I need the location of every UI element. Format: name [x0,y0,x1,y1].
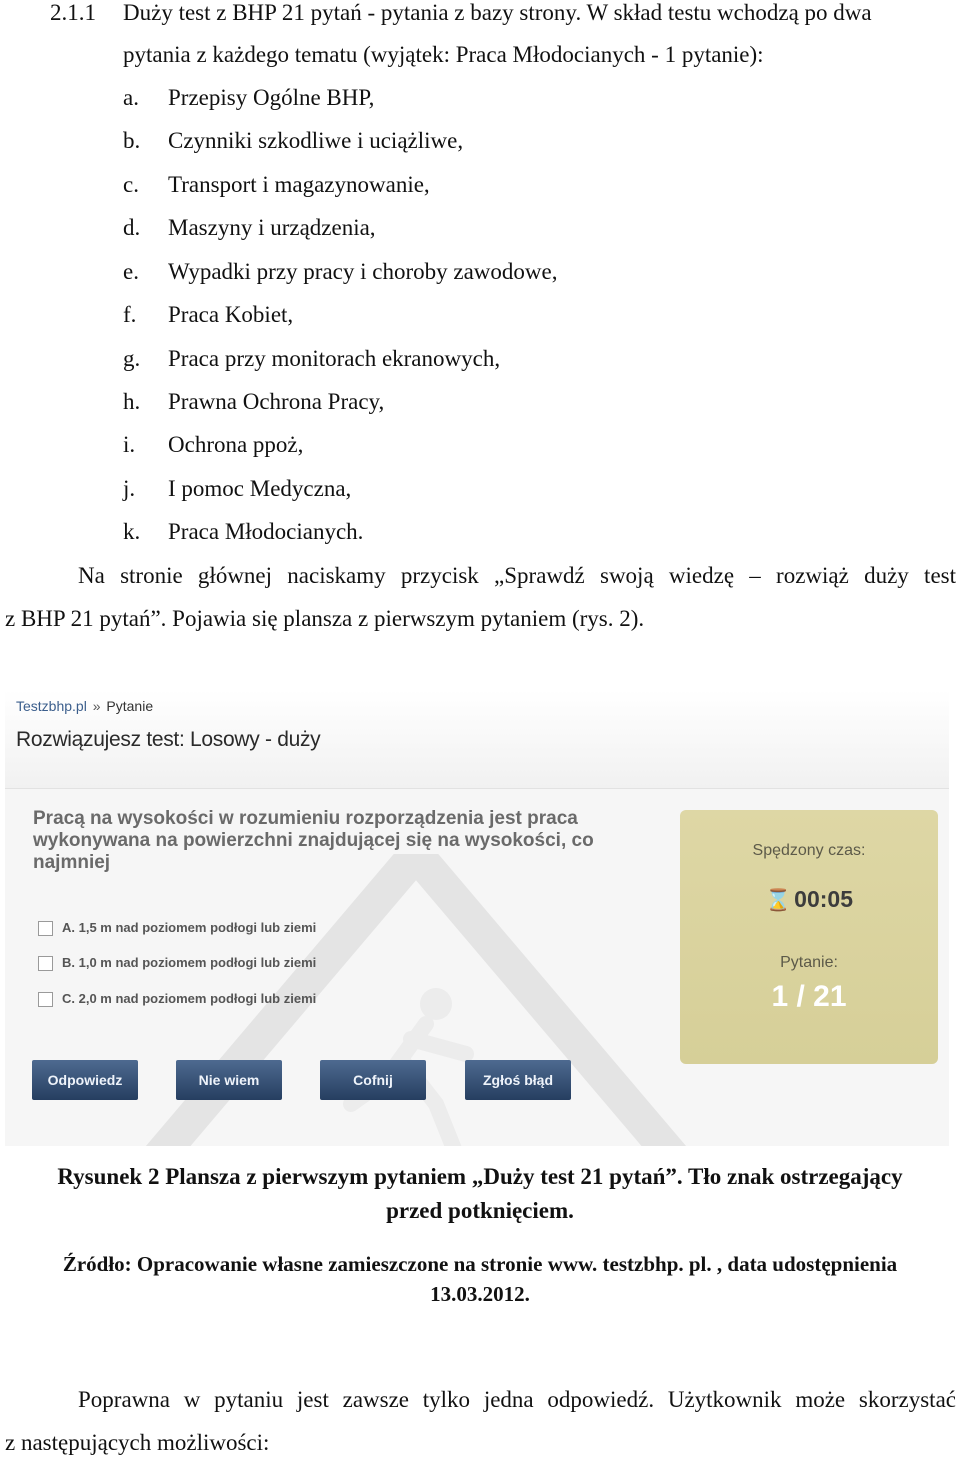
list-text: Czynniki szkodliwe i uciążliwe, [168,128,464,153]
paragraph-line: Na stronie głównej naciskamy przycisk „Sprawdź swoją wiedzę – rozwiąż duży test [78,563,956,588]
dont-know-button[interactable]: Nie wiem [176,1060,282,1100]
list-text: Praca Młodocianych. [168,519,364,544]
list-text: Przepisy Ogólne BHP, [168,85,375,110]
list-marker: a. [123,85,139,110]
list-marker: d. [123,215,141,240]
list-marker: k. [123,519,141,544]
question-area [16,794,946,1146]
list-marker: f. [123,302,137,327]
list-text: Transport i magazynowanie, [168,172,430,197]
back-button[interactable]: Cofnij [320,1060,426,1100]
list-text: Maszyny i urządzenia, [168,215,376,240]
answer-label: A. 1,5 m nad poziomem podłogi lub ziemi [62,920,317,935]
answer-option-b[interactable] [38,955,316,975]
breadcrumb-link-home[interactable]: Testzbhp.pl [16,698,87,714]
report-error-button[interactable]: Zgłoś błąd [465,1060,571,1100]
figure-screenshot [5,690,949,1146]
breadcrumb-current: Pytanie [106,698,154,714]
status-panel [680,810,938,1064]
section-title-line1: Duży test z BHP 21 pytań - pytania z bazy strony. W skład testu wchodzą po dwa [123,0,872,25]
list-text: I pomoc Medyczna, [168,476,352,501]
paragraph-line: z następujących możliwości: [5,1430,270,1455]
paragraph-line: Poprawna w pytaniu jest zawsze tylko jedna odpowiedź. Użytkownik może skorzystać [78,1387,956,1412]
list-text: Wypadki przy pracy i choroby zawodowe, [168,259,558,284]
list-text: Praca przy monitorach ekranowych, [168,346,501,371]
hourglass-icon: ⌛ [765,889,792,912]
figure-source-line1: Źródło: Opracowanie własne zamieszczone na stronie www. testzbhp. pl. , data udostępnienia [62,1252,898,1276]
answer-checkbox[interactable] [38,992,53,1007]
paragraph-line: z BHP 21 pytań”. Pojawia się plansza z pierwszym pytaniem (rys. 2). [5,606,645,631]
list-marker: i. [123,432,136,457]
list-marker: g. [123,346,141,371]
section-title-line2: pytania z każdego tematu (wyjątek: Praca Młodocianych - 1 pytanie): [123,42,764,67]
list-marker: j. [123,476,136,501]
figure-header [5,690,949,789]
page-title: Rozwiązujesz test: Losowy - duży [16,728,321,751]
breadcrumb [16,698,153,714]
answer-label: B. 1,0 m nad poziomem podłogi lub ziemi [62,955,317,970]
time-label: Spędzony czas: [752,842,866,859]
list-marker: b. [123,128,141,153]
timer [680,886,938,913]
list-marker: c. [123,172,139,197]
list-text: Ochrona ppoż, [168,432,304,457]
figure-caption-line1: Rysunek 2 Plansza z pierwszym pytaniem „Duży test 21 pytań”. Tło znak ostrzegający [57,1164,903,1189]
list-text: Prawna Ochrona Pracy, [168,389,385,414]
answer-button[interactable]: Odpowiedz [32,1060,138,1100]
answer-checkbox[interactable] [38,921,53,936]
figure-source-line2: 13.03.2012. [430,1282,530,1306]
question-text: Pracą na wysokości w rozumieniu rozporządzenia jest praca wykonywana na powierzchni znajdującej się na wysokości, co najmniej [33,808,594,873]
answer-checkbox[interactable] [38,956,53,971]
question-counter: 1 / 21 [771,980,847,1013]
list-marker: e. [123,259,139,284]
answer-label: C. 2,0 m nad poziomem podłogi lub ziemi [62,991,317,1006]
time-value: 00:05 [794,886,853,912]
section-number: 2.1.1 [50,0,96,25]
answer-option-a[interactable] [38,920,316,940]
figure-caption-line2: przed potknięciem. [386,1198,574,1223]
list-text: Praca Kobiet, [168,302,294,327]
list-marker: h. [123,389,141,414]
question-label: Pytanie: [780,954,838,971]
answer-option-c[interactable] [38,991,316,1011]
breadcrumb-separator: » [92,698,101,714]
